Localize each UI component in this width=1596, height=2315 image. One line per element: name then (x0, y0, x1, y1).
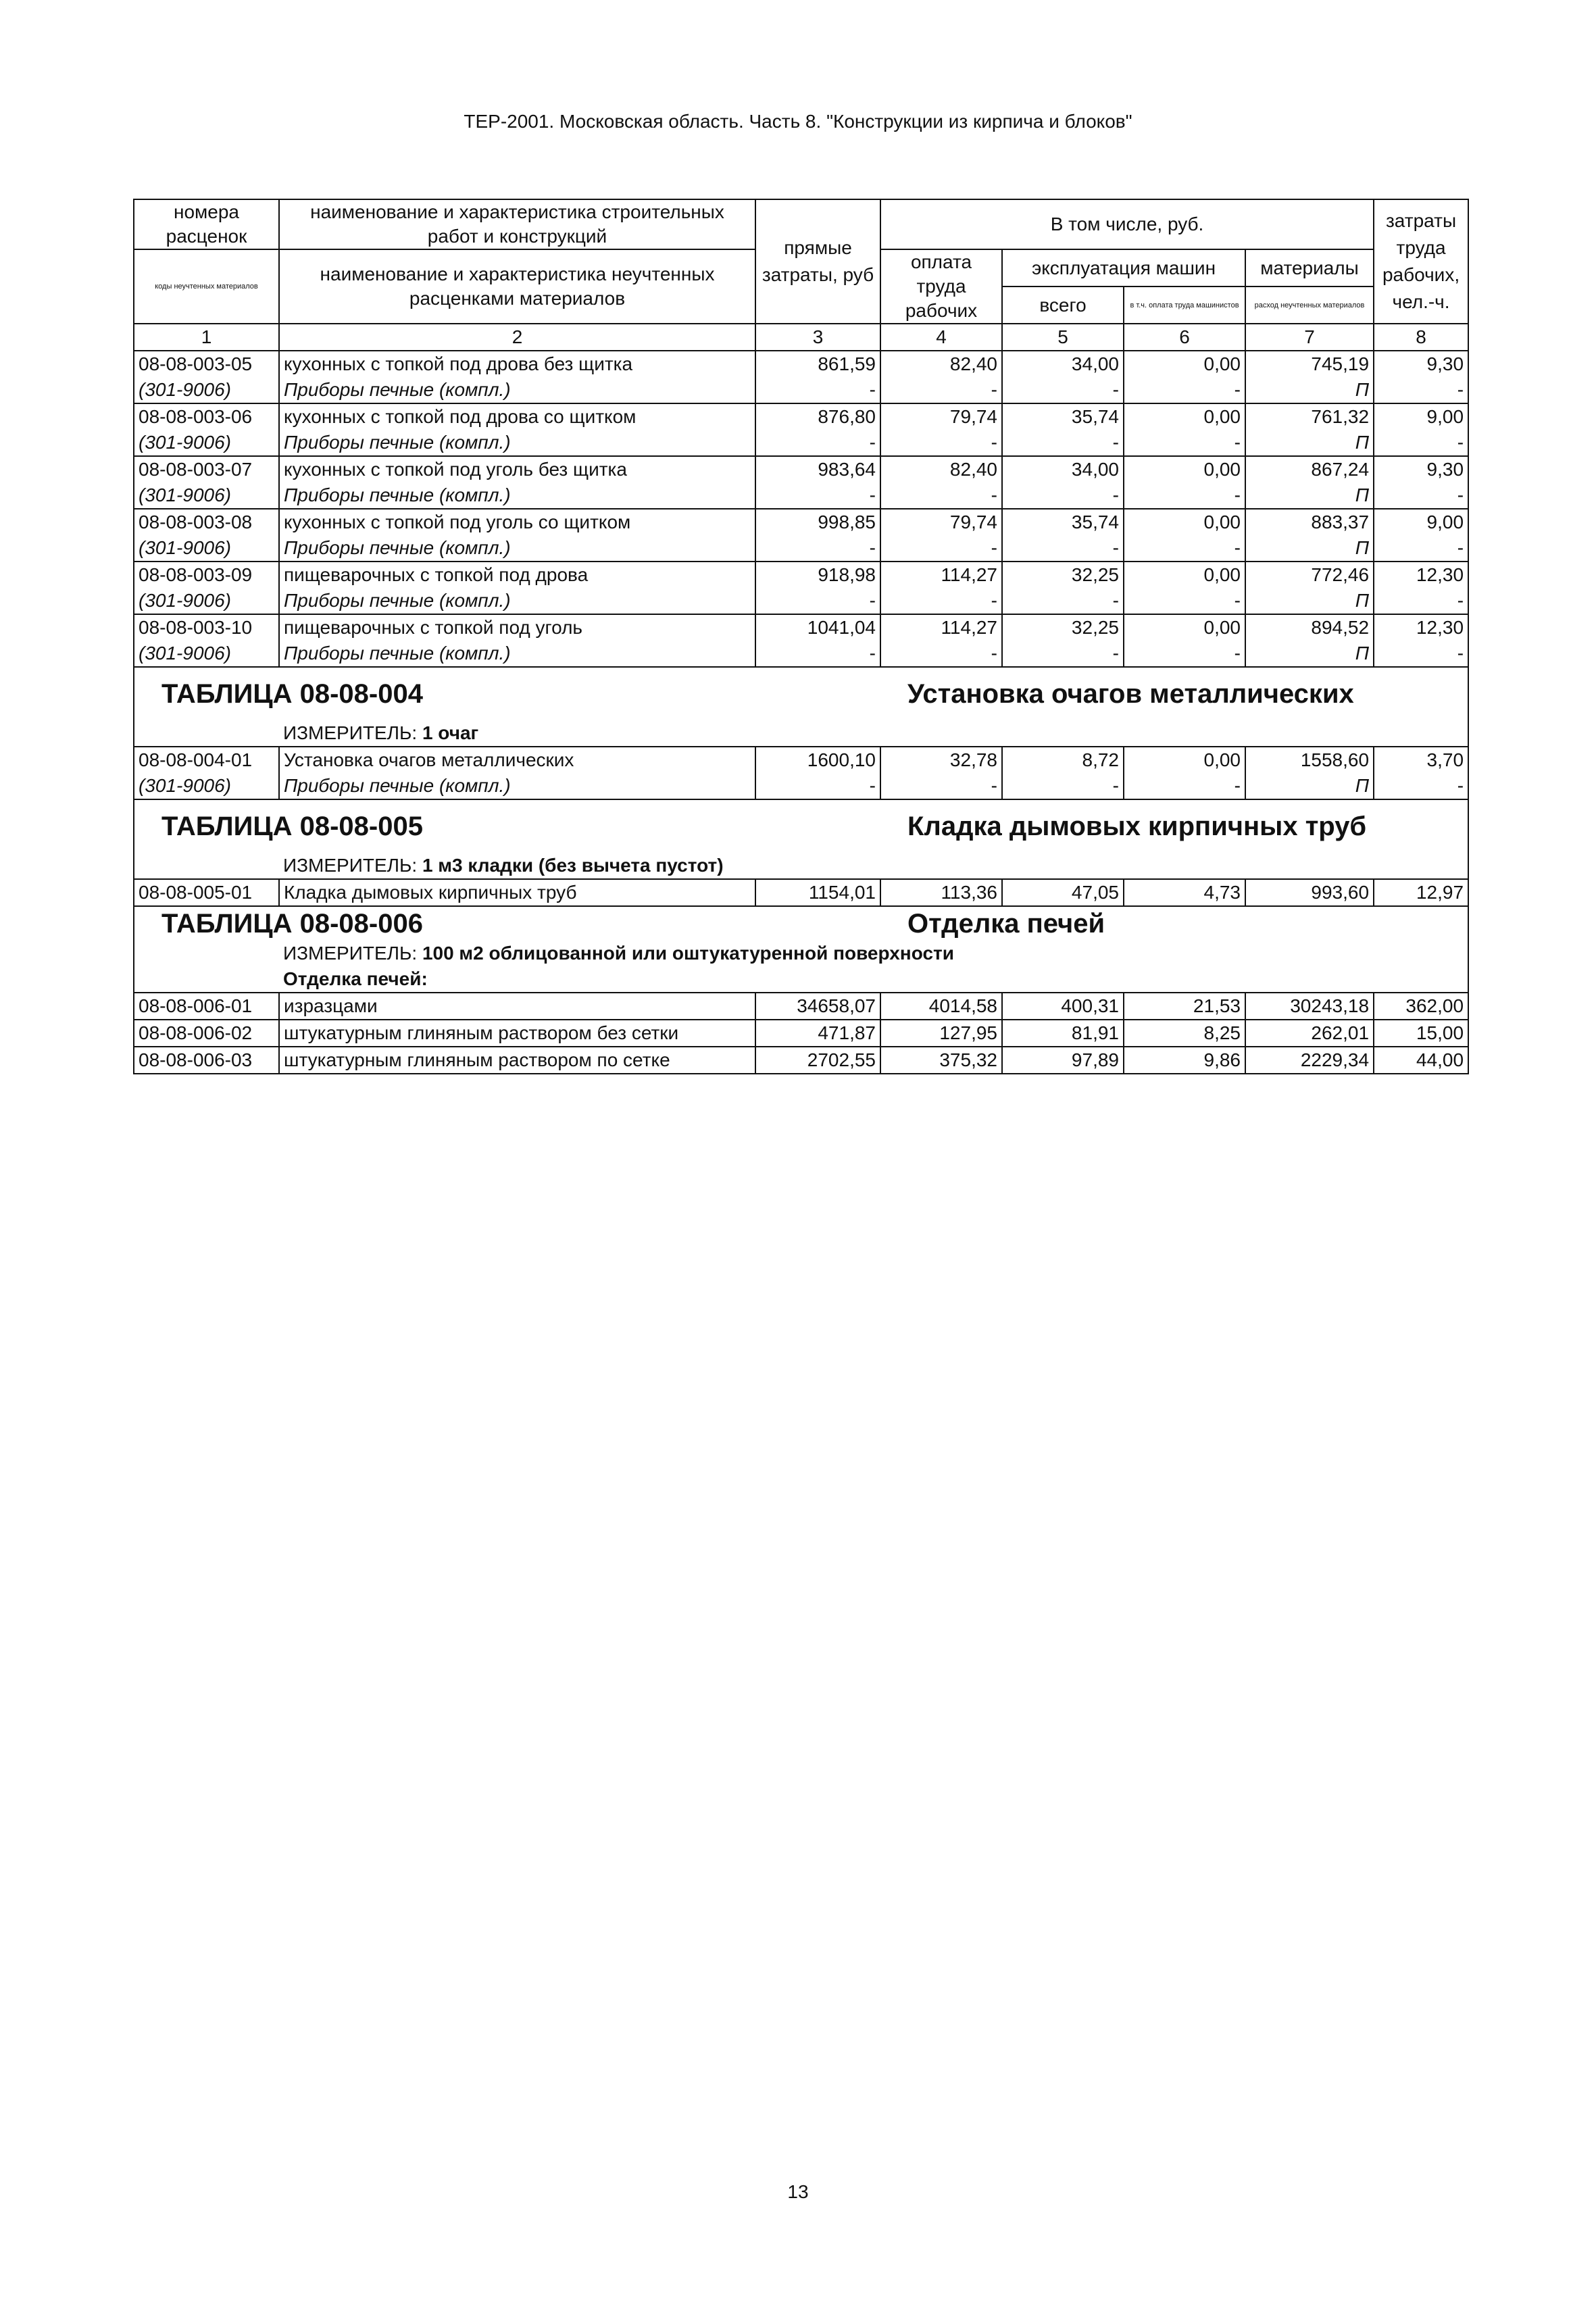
table-header-row-1 (134, 199, 1468, 249)
header-machines: эксплуатация машин (1002, 249, 1245, 287)
material-row (134, 773, 1468, 799)
table-row (134, 879, 1468, 906)
table-005-title: Кладка дымовых кирпичных труб (880, 799, 1468, 853)
rate-name: кухонных с топкой под уголь со щитком (279, 509, 755, 535)
labor-hours: 12,30 (1374, 562, 1468, 588)
materials: 993,60 (1245, 879, 1374, 906)
header-material-codes: коды неучтенных материалов (134, 249, 279, 324)
material-code: (301-9006) (134, 588, 279, 614)
labor-hours: 15,00 (1374, 1020, 1468, 1047)
rate-name: изразцами (279, 993, 755, 1020)
worker-pay: 113,36 (880, 879, 1002, 906)
table-004-label: ТАБЛИЦА 08-08-004 (134, 667, 880, 720)
table-row (134, 614, 1468, 641)
direct-costs: - (755, 482, 880, 509)
rates-table (133, 199, 1469, 1074)
labor-hours: 44,00 (1374, 1047, 1468, 1074)
worker-pay: 4014,58 (880, 993, 1002, 1020)
worker-pay: 79,74 (880, 509, 1002, 535)
machines-total: 34,00 (1002, 351, 1124, 377)
labor-hours: 9,30 (1374, 456, 1468, 482)
machines-total: - (1002, 641, 1124, 667)
machines-total: - (1002, 430, 1124, 456)
col-number: 2 (279, 324, 755, 351)
materials: 867,24 (1245, 456, 1374, 482)
rate-name: кухонных с топкой под дрова со щитком (279, 403, 755, 430)
rate-code: 08-08-006-03 (134, 1047, 279, 1074)
machinist-pay: - (1124, 430, 1245, 456)
material-name: Приборы печные (компл.) (279, 641, 755, 667)
machinist-pay: 9,86 (1124, 1047, 1245, 1074)
table-row (134, 747, 1468, 773)
machinist-pay: - (1124, 535, 1245, 562)
material-unit: П (1245, 535, 1374, 562)
machinist-pay: - (1124, 641, 1245, 667)
rate-code: 08-08-003-06 (134, 403, 279, 430)
material-unit: П (1245, 773, 1374, 799)
machinist-pay: 0,00 (1124, 562, 1245, 588)
labor-hours: - (1374, 430, 1468, 456)
materials: 761,32 (1245, 403, 1374, 430)
table-row (134, 993, 1468, 1020)
labor-hours: 362,00 (1374, 993, 1468, 1020)
table-row (134, 1020, 1468, 1047)
material-unit: П (1245, 482, 1374, 509)
direct-costs: 876,80 (755, 403, 880, 430)
header-labor-hours: затраты труда рабочих, чел.-ч. (1374, 199, 1468, 324)
worker-pay: 375,32 (880, 1047, 1002, 1074)
machinist-pay: 0,00 (1124, 509, 1245, 535)
rate-code: 08-08-005-01 (134, 879, 279, 906)
machinist-pay: 0,00 (1124, 351, 1245, 377)
material-code: (301-9006) (134, 535, 279, 562)
table-header-numbers (134, 324, 1468, 351)
material-row (134, 482, 1468, 509)
table-08-08-003-rows (134, 351, 1468, 667)
rates-table-container (133, 199, 1468, 1074)
material-name: Приборы печные (компл.) (279, 430, 755, 456)
direct-costs: 471,87 (755, 1020, 880, 1047)
table-006-group: Отделка печей: (279, 966, 1468, 993)
table-005-measure: ИЗМЕРИТЕЛЬ: 1 м3 кладки (без вычета пустот) (279, 853, 1468, 879)
labor-hours: 9,30 (1374, 351, 1468, 377)
table-005-label: ТАБЛИЦА 08-08-005 (134, 799, 880, 853)
col-number: 8 (1374, 324, 1468, 351)
materials: 1558,60 (1245, 747, 1374, 773)
direct-costs: - (755, 430, 880, 456)
worker-pay: - (880, 773, 1002, 799)
machines-total: - (1002, 535, 1124, 562)
worker-pay: - (880, 641, 1002, 667)
labor-hours: - (1374, 588, 1468, 614)
table-006-measure: ИЗМЕРИТЕЛЬ: 100 м2 облицованной или оштукатуренной поверхности (279, 941, 1468, 966)
labor-hours: 9,00 (1374, 509, 1468, 535)
material-row (134, 430, 1468, 456)
material-row (134, 588, 1468, 614)
col-number: 7 (1245, 324, 1374, 351)
rate-name: кухонных с топкой под дрова без щитка (279, 351, 755, 377)
direct-costs: 1600,10 (755, 747, 880, 773)
page-title: ТЕР-2001. Московская область. Часть 8. "Конструкции из кирпича и блоков" (464, 111, 1132, 132)
direct-costs: 983,64 (755, 456, 880, 482)
material-code: (301-9006) (134, 773, 279, 799)
direct-costs: 34658,07 (755, 993, 880, 1020)
worker-pay: - (880, 535, 1002, 562)
worker-pay: 114,27 (880, 562, 1002, 588)
header-name: наименование и характеристика строительных работ и конструкций (279, 199, 755, 249)
machines-total: 32,25 (1002, 562, 1124, 588)
table-006-title-row (134, 906, 1468, 941)
rate-name: пищеварочных с топкой под дрова (279, 562, 755, 588)
worker-pay: 114,27 (880, 614, 1002, 641)
direct-costs: 1041,04 (755, 614, 880, 641)
material-code: (301-9006) (134, 377, 279, 403)
materials: 30243,18 (1245, 993, 1374, 1020)
header-unaccounted-materials: расход неучтенных материалов (1245, 287, 1374, 324)
rate-code: 08-08-003-05 (134, 351, 279, 377)
material-code: (301-9006) (134, 482, 279, 509)
machinist-pay: 0,00 (1124, 456, 1245, 482)
col-number: 4 (880, 324, 1002, 351)
labor-hours: 9,00 (1374, 403, 1468, 430)
material-unit: П (1245, 588, 1374, 614)
machinist-pay: - (1124, 773, 1245, 799)
table-006-label: ТАБЛИЦА 08-08-006 (134, 906, 880, 941)
table-row (134, 456, 1468, 482)
labor-hours: 12,97 (1374, 879, 1468, 906)
worker-pay: 32,78 (880, 747, 1002, 773)
rate-code: 08-08-003-10 (134, 614, 279, 641)
rate-code: 08-08-006-01 (134, 993, 279, 1020)
table-006-measure-row (134, 941, 1468, 966)
machinist-pay: 21,53 (1124, 993, 1245, 1020)
direct-costs: 861,59 (755, 351, 880, 377)
labor-hours: - (1374, 377, 1468, 403)
machinist-pay: - (1124, 482, 1245, 509)
header-material-name: наименование и характеристика неучтенных расценками материалов (279, 249, 755, 324)
rate-code: 08-08-003-08 (134, 509, 279, 535)
machines-total: - (1002, 588, 1124, 614)
rate-name: пищеварочных с топкой под уголь (279, 614, 755, 641)
table-004-measure: ИЗМЕРИТЕЛЬ: 1 очаг (279, 720, 1468, 747)
material-name: Приборы печные (компл.) (279, 588, 755, 614)
col-number: 6 (1124, 324, 1245, 351)
direct-costs: - (755, 588, 880, 614)
table-006-title: Отделка печей (880, 906, 1468, 941)
table-row (134, 351, 1468, 377)
machines-total: 32,25 (1002, 614, 1124, 641)
labor-hours: 3,70 (1374, 747, 1468, 773)
table-row (134, 1047, 1468, 1074)
machinist-pay: 0,00 (1124, 403, 1245, 430)
direct-costs: 998,85 (755, 509, 880, 535)
direct-costs: - (755, 535, 880, 562)
machines-total: 35,74 (1002, 509, 1124, 535)
worker-pay: 79,74 (880, 403, 1002, 430)
col-number: 3 (755, 324, 880, 351)
labor-hours: - (1374, 773, 1468, 799)
rate-code: 08-08-006-02 (134, 1020, 279, 1047)
header-direct-costs: прямые затраты, руб (755, 199, 880, 324)
rate-name: кухонных с топкой под уголь без щитка (279, 456, 755, 482)
material-row (134, 377, 1468, 403)
material-name: Приборы печные (компл.) (279, 482, 755, 509)
worker-pay: 82,40 (880, 351, 1002, 377)
table-row (134, 509, 1468, 535)
materials: 262,01 (1245, 1020, 1374, 1047)
worker-pay: 82,40 (880, 456, 1002, 482)
worker-pay: 127,95 (880, 1020, 1002, 1047)
machinist-pay: 8,25 (1124, 1020, 1245, 1047)
col-number: 1 (134, 324, 279, 351)
worker-pay: - (880, 588, 1002, 614)
table-row (134, 562, 1468, 588)
worker-pay: - (880, 482, 1002, 509)
direct-costs: - (755, 773, 880, 799)
machinist-pay: 0,00 (1124, 747, 1245, 773)
table-004-title: Установка очагов металлических (880, 667, 1468, 720)
material-name: Приборы печные (компл.) (279, 377, 755, 403)
material-name: Приборы печные (компл.) (279, 773, 755, 799)
machines-total: 47,05 (1002, 879, 1124, 906)
table-08-08-004-rows (134, 747, 1468, 799)
materials: 772,46 (1245, 562, 1374, 588)
table-006-group-row (134, 966, 1468, 993)
rate-code: 08-08-003-09 (134, 562, 279, 588)
machines-total: 8,72 (1002, 747, 1124, 773)
table-08-08-006-rows (134, 993, 1468, 1074)
material-code: (301-9006) (134, 641, 279, 667)
materials: 2229,34 (1245, 1047, 1374, 1074)
materials: 894,52 (1245, 614, 1374, 641)
rate-code: 08-08-004-01 (134, 747, 279, 773)
worker-pay: - (880, 377, 1002, 403)
table-004-measure-row (134, 720, 1468, 747)
direct-costs: - (755, 641, 880, 667)
header-machinist-pay: в т.ч. оплата труда машинистов (1124, 287, 1245, 324)
col-number: 5 (1002, 324, 1124, 351)
labor-hours: - (1374, 641, 1468, 667)
labor-hours: - (1374, 535, 1468, 562)
labor-hours: - (1374, 482, 1468, 509)
machinist-pay: - (1124, 588, 1245, 614)
table-005-title-row (134, 799, 1468, 853)
materials: 883,37 (1245, 509, 1374, 535)
direct-costs: - (755, 377, 880, 403)
material-row (134, 535, 1468, 562)
materials: 745,19 (1245, 351, 1374, 377)
worker-pay: - (880, 430, 1002, 456)
header-materials: материалы (1245, 249, 1374, 287)
material-unit: П (1245, 430, 1374, 456)
material-unit: П (1245, 641, 1374, 667)
direct-costs: 1154,01 (755, 879, 880, 906)
direct-costs: 2702,55 (755, 1047, 880, 1074)
header-including: В том числе, руб. (880, 199, 1374, 249)
machines-total: 97,89 (1002, 1047, 1124, 1074)
rate-code: 08-08-003-07 (134, 456, 279, 482)
machines-total: - (1002, 773, 1124, 799)
machines-total: - (1002, 482, 1124, 509)
table-004-title-row (134, 667, 1468, 720)
direct-costs: 918,98 (755, 562, 880, 588)
table-row (134, 403, 1468, 430)
machines-total: 34,00 (1002, 456, 1124, 482)
table-005-measure-row (134, 853, 1468, 879)
rate-name: Установка очагов металлических (279, 747, 755, 773)
machines-total: 35,74 (1002, 403, 1124, 430)
material-name: Приборы печные (компл.) (279, 535, 755, 562)
machines-total: 81,91 (1002, 1020, 1124, 1047)
header-machines-total: всего (1002, 287, 1124, 324)
material-row (134, 641, 1468, 667)
material-code: (301-9006) (134, 430, 279, 456)
machinist-pay: 4,73 (1124, 879, 1245, 906)
material-unit: П (1245, 377, 1374, 403)
machinist-pay: - (1124, 377, 1245, 403)
machines-total: - (1002, 377, 1124, 403)
header-worker-pay: оплата труда рабочих (880, 249, 1002, 324)
labor-hours: 12,30 (1374, 614, 1468, 641)
machines-total: 400,31 (1002, 993, 1124, 1020)
machinist-pay: 0,00 (1124, 614, 1245, 641)
rate-name: штукатурным глиняным раствором по сетке (279, 1047, 755, 1074)
page-number: 13 (787, 2181, 809, 2202)
rate-name: штукатурным глиняным раствором без сетки (279, 1020, 755, 1047)
rate-name: Кладка дымовых кирпичных труб (279, 879, 755, 906)
header-codes: номера расценок (134, 199, 279, 249)
